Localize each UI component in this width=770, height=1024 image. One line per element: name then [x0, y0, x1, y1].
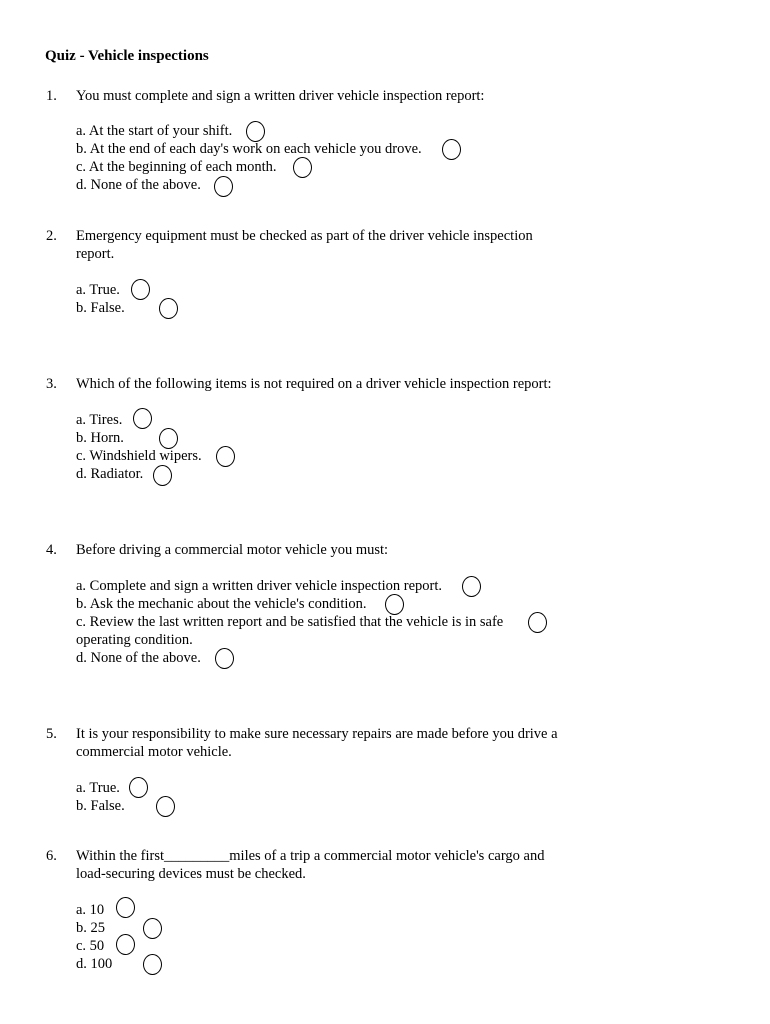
question-1-text: You must complete and sign a written driver vehicle inspection report:	[76, 88, 485, 104]
question-2-option-b: b. False.	[76, 300, 125, 316]
question-1-option-b: b. At the end of each day's work on each vehicle you drove.	[76, 141, 422, 157]
question-4-radio-d[interactable]	[215, 648, 234, 669]
question-1-number: 1.	[46, 88, 57, 104]
question-5-radio-a[interactable]	[129, 777, 148, 798]
question-3-option-c: c. Windshield wipers.	[76, 448, 202, 464]
question-4-text: Before driving a commercial motor vehicle you must:	[76, 542, 389, 558]
question-4-option-a: a. Complete and sign a written driver vehicle inspection report.	[76, 578, 443, 594]
question-3-option-a: a. Tires.	[76, 412, 123, 428]
question-1-radio-c[interactable]	[293, 157, 312, 178]
question-4-radio-a[interactable]	[462, 576, 481, 597]
question-3-radio-d[interactable]	[153, 465, 172, 486]
question-4-option-c: c. Review the last written report and be satisfied that the vehicle is in safe operating condition.	[76, 614, 504, 648]
question-2-number: 2.	[46, 228, 57, 244]
question-4-number: 4.	[46, 542, 57, 558]
question-3-radio-c[interactable]	[216, 446, 235, 467]
question-2-radio-b[interactable]	[159, 298, 178, 319]
question-5-number: 5.	[46, 726, 57, 742]
question-3-text: Which of the following items is not required on a driver vehicle inspection report:	[76, 376, 552, 392]
question-3-radio-b[interactable]	[159, 428, 178, 449]
question-6-radio-d[interactable]	[143, 954, 162, 975]
question-1-radio-b[interactable]	[442, 139, 461, 160]
question-1-option-a: a. At the start of your shift.	[76, 123, 233, 139]
question-6-text: Within the first_________miles of a trip a commercial motor vehicle's cargo and load-securing devices must be checked.	[76, 848, 545, 882]
question-1-radio-a[interactable]	[246, 121, 265, 142]
question-2-text: Emergency equipment must be checked as part of the driver vehicle inspection report.	[76, 228, 533, 262]
question-2-radio-a[interactable]	[131, 279, 150, 300]
question-6-option-a: a. 10	[76, 902, 105, 918]
question-4-option-b: b. Ask the mechanic about the vehicle's condition.	[76, 596, 367, 612]
question-2-option-a: a. True.	[76, 282, 120, 298]
question-6-option-d: d. 100	[76, 956, 113, 972]
question-4-radio-b[interactable]	[385, 594, 404, 615]
question-6-option-c: c. 50	[76, 938, 105, 954]
page-title: Quiz - Vehicle inspections	[45, 48, 209, 64]
question-5-option-b: b. False.	[76, 798, 125, 814]
question-1-radio-d[interactable]	[214, 176, 233, 197]
question-4-radio-c[interactable]	[528, 612, 547, 633]
question-6-number: 6.	[46, 848, 57, 864]
question-3-radio-a[interactable]	[133, 408, 152, 429]
question-6-option-b: b. 25	[76, 920, 105, 936]
question-4-option-d: d. None of the above.	[76, 650, 201, 666]
question-1-option-d: d. None of the above.	[76, 177, 201, 193]
question-5-radio-b[interactable]	[156, 796, 175, 817]
question-5-option-a: a. True.	[76, 780, 120, 796]
question-5-text: It is your responsibility to make sure necessary repairs are made before you drive a commercial motor vehicle.	[76, 726, 558, 760]
question-6-radio-c[interactable]	[116, 934, 135, 955]
question-1-option-c: c. At the beginning of each month.	[76, 159, 277, 175]
question-6-radio-a[interactable]	[116, 897, 135, 918]
question-6-radio-b[interactable]	[143, 918, 162, 939]
question-3-option-d: d. Radiator.	[76, 466, 144, 482]
question-3-option-b: b. Horn.	[76, 430, 124, 446]
question-3-number: 3.	[46, 376, 57, 392]
